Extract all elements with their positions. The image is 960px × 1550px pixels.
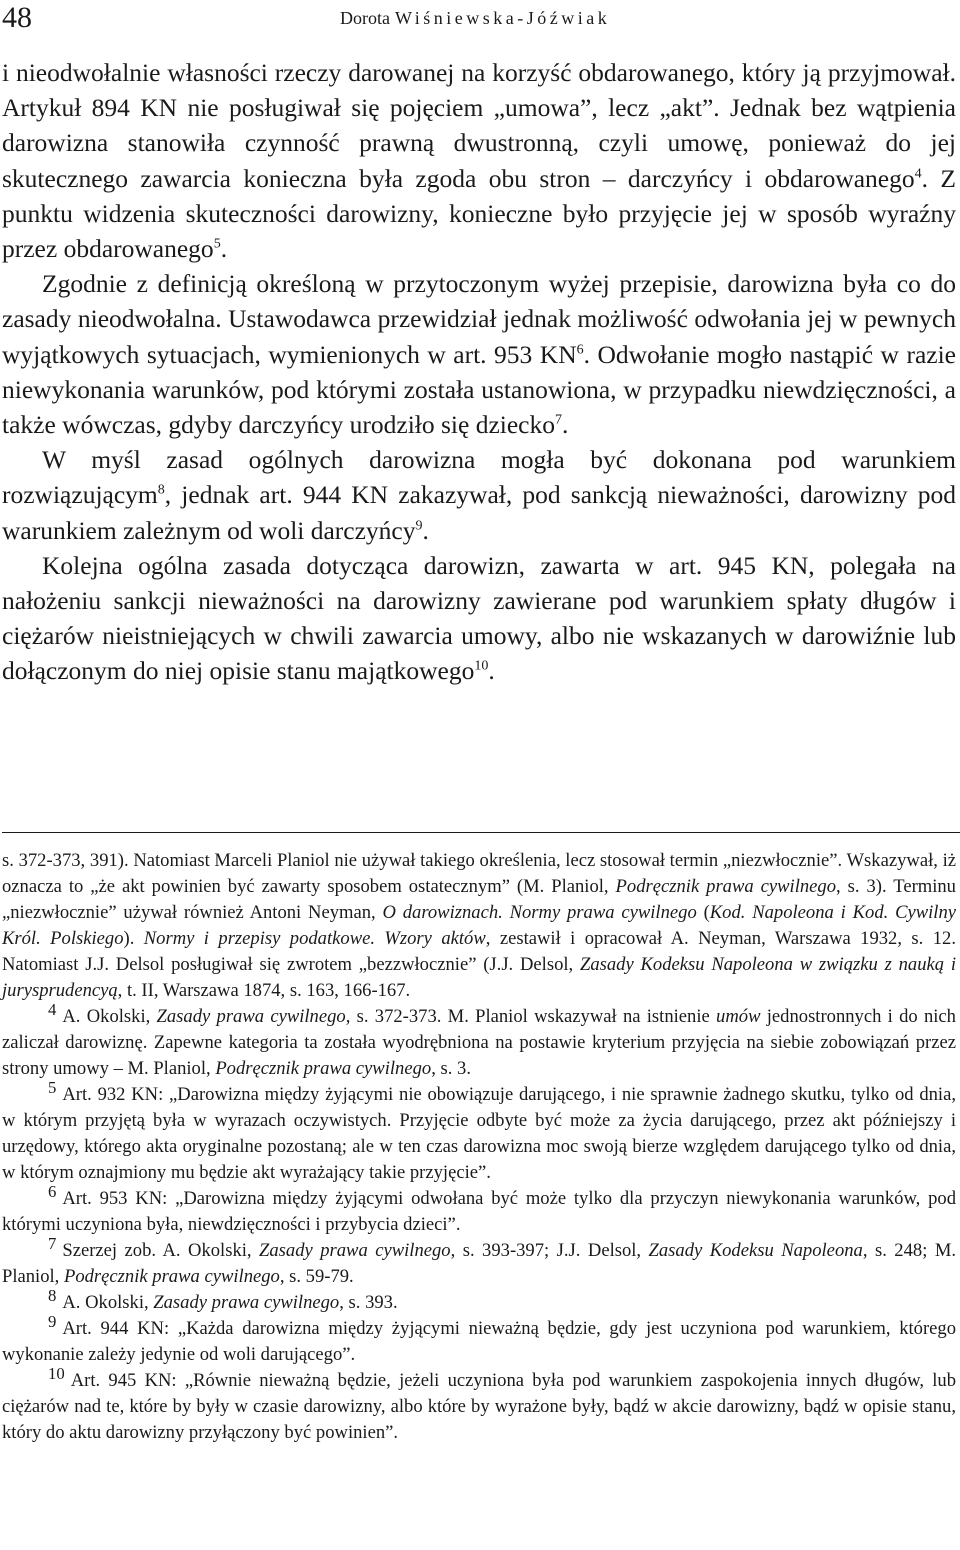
paragraph: i nieodwołalnie własności rzeczy darowanej na korzyść obdarowanego, który ją przyjmował. Artykuł 894 KN nie posługiwał się pojęciem „umowa”, lecz „akt”. Jednak bez wątpienia darowizna stanowiła czynność prawną dwustronną, czyli umowę, ponieważ do jej skutecznego zawarcia konieczna była zgoda obu stron – darczyńcy i obdarowanego$^4$. Z punktu widzenia skuteczności darowizny, konieczne było przyjęcie jej w sposób wyraźny przez obdarowanego$^5$.: [2, 58, 956, 264]
footnote: 9 Art. 944 KN: „Każda darowizna między żyjącymi nieważną będzie, gdy jest uczyniona pod warunkiem, którego wykonanie zależy jedynie od woli darującego”.: [2, 1312, 956, 1365]
footnote-number: 9: [48, 1312, 57, 1332]
footnote-number: 6: [48, 1182, 57, 1202]
author-last-name: Wiśniewska-Jóźwiak: [394, 8, 611, 28]
footnote-number: 4: [48, 1000, 57, 1020]
footnote-ref[interactable]: 9: [415, 518, 423, 534]
page-number: 48: [2, 1, 32, 34]
author-first-name: Dorota: [340, 8, 390, 28]
footnotes: [2, 848, 956, 1446]
running-head-author: [340, 8, 610, 28]
footnote-ref[interactable]: 8: [157, 482, 165, 498]
footnote-number: 5: [48, 1078, 57, 1098]
footnote-number: 10: [48, 1364, 65, 1384]
footnote: 4 A. Okolski, Zasady prawa cywilnego, s. 372-373. M. Planiol wskazywał na istnienie umów jednostronnych i do nich zaliczał darowiznę. Zapewne kategoria ta została wyodrębniona na postawie kryterium przyjęcia na siebie zobowiązań przez strony umowy – M. Planiol, Podręcznik prawa cywilnego, s. 3.: [2, 1000, 956, 1079]
footnote-number: 8: [48, 1286, 57, 1306]
footnote: 5 Art. 932 KN: „Darowizna między żyjącymi nie obowiązuje darującego, i nie sprawnie żadnego skutku, tylko od dnia, w którym przyjętą była w wyrazach oczywistych. Przyjęcie odbyte być może za życia darującego, przez akt późniejszy i urzędowy, którego akta oryginalne pozostaną; ale w ten czas darowizna moc swoją bierze względem darującego tylko od dnia, w którym oznajmiony mu będzie akt wyrażający takie przyjęcie”.: [2, 1078, 956, 1183]
paragraph: W myśl zasad ogólnych darowizna mogła być dokonana pod warunkiem rozwiązującym$^8$, jednak art. 944 KN zakazywał, pod sankcją nieważności, darowizny pod warunkiem zależnym od woli darczyńcy$^9$.: [2, 445, 956, 545]
footnote: 7 Szerzej zob. A. Okolski, Zasady prawa cywilnego, s. 393-397; J.J. Delsol, Zasady Kodeksu Napoleona, s. 248; M. Planiol, Podręcznik prawa cywilnego, s. 59-79.: [2, 1234, 957, 1287]
footnote-continuation: s. 372-373, 391). Natomiast Marceli Planiol nie używał takiego określenia, lecz stosował termin „niezwłocznie”. Wskazywał, iż oznacza to „że akt powinien być zawarty sposobem ostatecznym” (M. Planiol, Podręcznik prawa cywilnego, s. 3). Terminu „niezwłocznie” używał również Antoni Neyman, O darowiznach. Normy prawa cywilnego (Kod. Napoleona i Kod. Cywilny Król. Polskiego). Normy i przepisy podatkowe. Wzory aktów, zestawił i opracował A. Neyman, Warszawa 1932, s. 12. Natomiast J.J. Delsol posługiwał się zwrotem „bezzwłocznie” (J.J. Delsol, Zasady Kodeksu Napoleona w związku z nauką i jurysprudencyą, t. II, Warszawa 1874, s. 163, 166-167.: [2, 850, 957, 1001]
main-text: [2, 55, 956, 689]
page-header: [0, 0, 960, 40]
footnote-divider: [2, 832, 960, 833]
footnote-ref[interactable]: 6: [576, 342, 584, 358]
paragraph: Kolejna ogólna zasada dotycząca darowizn, zawarta w art. 945 KN, polegała na nałożeniu sankcji nieważności na darowizny zawierane pod warunkiem spłaty długów i ciężarów nieistniejących w chwili zawarcia umowy, albo nie wskazanych w darowiźnie lub dołączonym do niej opisie stanu majątkowego$^{10}$.: [2, 550, 956, 686]
footnote: 10 Art. 945 KN: „Równie nieważną będzie, jeżeli uczyniona była pod warunkiem zaspokojenia innych długów, lub ciężarów nad te, które by były w czasie darowizny, albo które by wyrażone były, bądź w akcie darowizny, bądź w opisie stanu, który do aktu darowizny przyłączony być powinien”.: [2, 1364, 956, 1443]
footnote: 8 A. Okolski, Zasady prawa cywilnego, s. 393.: [48, 1286, 398, 1313]
footnote: 6 Art. 953 KN: „Darowizna między żyjącymi odwołana być może tylko dla przyczyn niewykonania warunków, pod którymi uczyniona była, niewdzięczności i przybycia dzieci”.: [2, 1182, 956, 1235]
footnote-ref[interactable]: 4: [914, 166, 922, 182]
paragraph: Zgodnie z definicją określoną w przytoczonym wyżej przepisie, darowizna była co do zasady nieodwołalna. Ustawodawca przewidział jednak możliwość odwołania jej w pewnych wyjątkowych sytuacjach, wymienionych w art. 953 $KN^6$. Odwołanie mogło nastąpić w razie niewykonania warunków, pod którymi została ustanowiona, w przypadku niewdzięczności, a także wówczas, gdyby darczyńcy urodziło się dziecko$^7$.: [2, 269, 956, 440]
footnote-ref[interactable]: 10: [474, 658, 489, 674]
footnote-ref[interactable]: 7: [554, 412, 562, 428]
footnote-ref[interactable]: 5: [213, 236, 221, 252]
footnote-number: 7: [48, 1234, 57, 1254]
